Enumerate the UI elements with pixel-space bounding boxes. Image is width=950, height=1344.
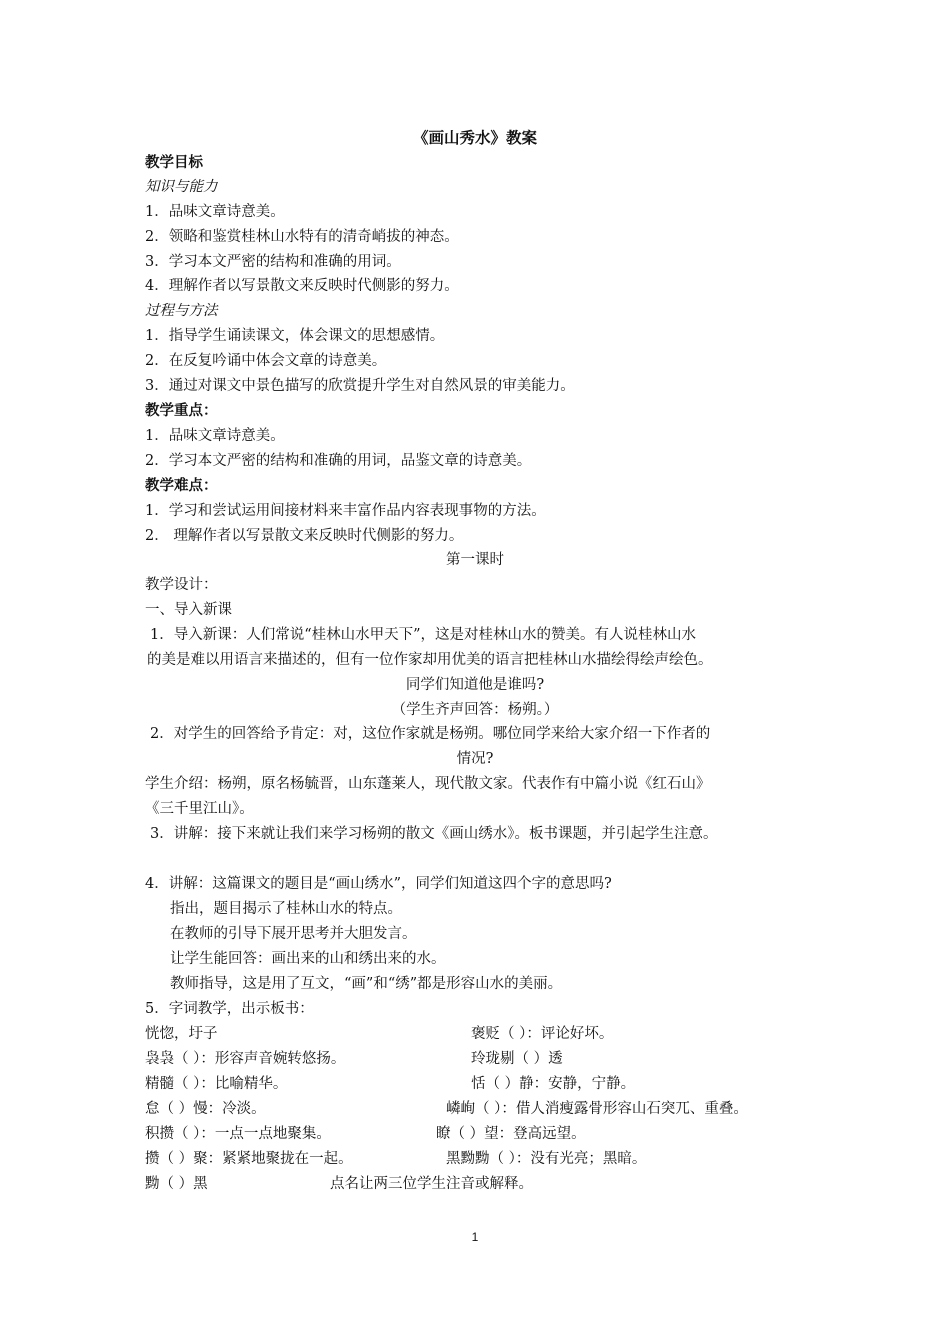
paragraph-line: 同学们知道他是谁吗? — [405, 677, 545, 693]
difficulty-heading: 教学难点： — [145, 478, 218, 494]
paragraph-line: 4．讲解：这篇课文的题目是“画山绣水”，同学们知道这四个字的意思吗? — [145, 876, 612, 892]
design-heading: 教学设计： — [145, 577, 218, 593]
paragraph-line: 《三千里江山》。 — [145, 801, 254, 817]
vocab-item: 黑黝黝（ ）：没有光亮；黑暗。 — [446, 1151, 647, 1167]
paragraph-line: 的美是难以用语言来描述的，但有一位作家却用优美的语言把桂林山水描绘得绘声绘色。 — [147, 652, 713, 668]
paragraph-line: 3．讲解：接下来就让我们来学习杨朔的散文《画山绣水》。板书课题，并引起学生注意。 — [150, 826, 718, 842]
paragraph-line: 教师指导，这是用了互文，“画”和“绣”都是形容山水的美丽。 — [170, 976, 563, 992]
paragraph-line: 1．导入新课：人们常说“桂林山水甲天下”，这是对桂林山水的赞美。有人说桂林山水 — [150, 627, 697, 643]
vocab-item: 瞭（ ）望：登高远望。 — [436, 1126, 586, 1142]
paragraph-line: 情况? — [456, 751, 494, 767]
vocab-item: 袅袅（ ）：形容声音婉转悠扬。 — [145, 1051, 346, 1067]
knowledge-item: 2．领略和鉴赏桂林山水特有的清奇峭拔的神态。 — [145, 229, 459, 245]
paragraph-line: 让学生能回答：画出来的山和绣出来的水。 — [170, 951, 446, 967]
process-item: 3．通过对课文中景色描写的欣赏提升学生对自然风景的审美能力。 — [145, 378, 575, 394]
key-item: 1．品味文章诗意美。 — [145, 428, 285, 444]
process-item: 1．指导学生诵读课文，体会课文的思想感情。 — [145, 328, 445, 344]
vocab-item: 恍惚，圩子 — [145, 1026, 218, 1042]
vocab-item: 怠（ ）慢：冷淡。 — [145, 1101, 266, 1117]
page-number: 1 — [471, 1230, 479, 1244]
vocab-item: 精髓（ ）：比喻精华。 — [145, 1076, 288, 1092]
vocab-item: 积攒（ ）：一点一点地聚集。 — [145, 1126, 331, 1142]
vocab-item: 褒贬（ ）：评论好坏。 — [471, 1026, 614, 1042]
knowledge-item: 4．理解作者以写景散文来反映时代侧影的努力。 — [145, 278, 459, 294]
process-heading: 过程与方法 — [145, 303, 218, 319]
goals-heading: 教学目标 — [145, 155, 203, 171]
vocab-item: 恬（ ）静：安静，宁静。 — [471, 1076, 636, 1092]
paragraph-line: 2．对学生的回答给予肯定：对，这位作家就是杨朔。哪位同学来给大家介绍一下作者的 — [150, 726, 711, 742]
paragraph-line: 指出，题目揭示了桂林山水的特点。 — [170, 901, 402, 917]
key-item: 2．学习本文严密的结构和准确的用词，品鉴文章的诗意美。 — [145, 453, 532, 469]
process-item: 2．在反复吟诵中体会文章的诗意美。 — [145, 353, 387, 369]
knowledge-heading: 知识与能力 — [145, 179, 218, 195]
paragraph-line: 在教师的引导下展开思考并大胆发言。 — [170, 926, 417, 942]
difficulty-item: 1．学习和尝试运用间接材料来丰富作品内容表现事物的方法。 — [145, 503, 546, 519]
knowledge-item: 3．学习本文严密的结构和准确的用词。 — [145, 254, 401, 270]
paragraph-line: （学生齐声回答：杨朔。） — [391, 702, 559, 718]
paragraph-line: 学生介绍：杨朔，原名杨毓晋，山东蓬莱人，现代散文家。代表作有中篇小说《红石山》 — [145, 776, 711, 792]
vocab-item: 攒（ ）聚：紧紧地聚拢在一起。 — [145, 1151, 353, 1167]
paragraph-line: 5．字词教学，出示板书： — [145, 1001, 314, 1017]
vocab-item: 嶙峋（ ）：借人消瘦露骨形容山石突兀、重叠。 — [446, 1101, 748, 1117]
lesson-heading: 第一课时 — [446, 552, 504, 568]
vocab-item: 点名让两三位学生注音或解释。 — [330, 1176, 533, 1192]
document-title: 《画山秀水》教案 — [412, 129, 537, 147]
key-heading: 教学重点： — [145, 403, 218, 419]
knowledge-item: 1．品味文章诗意美。 — [145, 204, 285, 220]
intro-heading: 一、导入新课 — [145, 602, 232, 618]
difficulty-item: 2． 理解作者以写景散文来反映时代侧影的努力。 — [145, 528, 464, 544]
vocab-item: 玲珑剔（ ）透 — [471, 1051, 563, 1067]
vocab-item: 黝（ ）黑 — [145, 1176, 208, 1192]
